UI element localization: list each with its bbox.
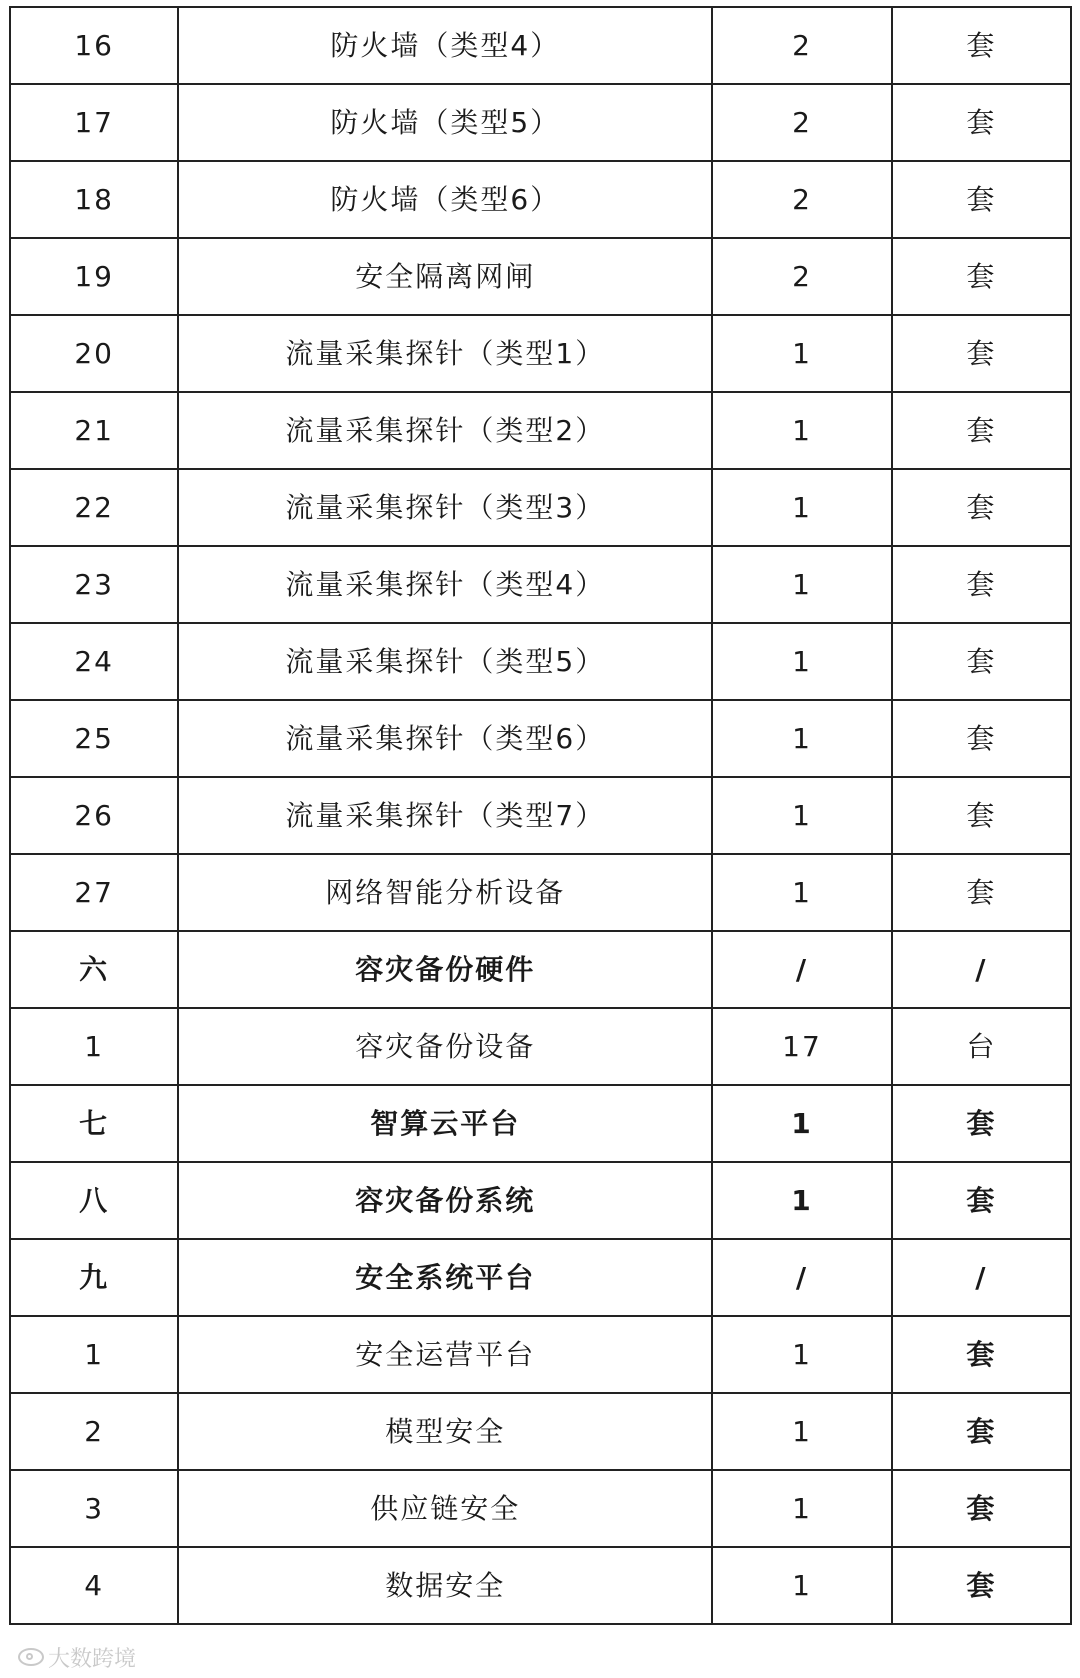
quantity-cell: 2 (712, 7, 891, 84)
unit-cell: 套 (892, 1547, 1071, 1624)
quantity-cell: 1 (712, 1547, 891, 1624)
item-name-cell: 供应链安全 (178, 1470, 712, 1547)
row-number-cell: 八 (10, 1162, 178, 1239)
table-row (10, 238, 1071, 315)
item-name-cell: 流量采集探针（类型3） (178, 469, 712, 546)
unit-cell: 套 (892, 854, 1071, 931)
unit-cell: 台 (892, 1008, 1071, 1085)
unit-cell: 套 (892, 1162, 1071, 1239)
item-name-cell: 模型安全 (178, 1393, 712, 1470)
table-row (10, 1316, 1071, 1393)
quantity-cell: 1 (712, 1162, 891, 1239)
item-name-cell: 防火墙（类型4） (178, 7, 712, 84)
quantity-cell: 1 (712, 315, 891, 392)
table-row (10, 469, 1071, 546)
unit-cell: 套 (892, 1085, 1071, 1162)
quantity-cell: 1 (712, 1085, 891, 1162)
quantity-cell: 1 (712, 700, 891, 777)
unit-cell: / (892, 1239, 1071, 1316)
section-header-row (10, 1162, 1071, 1239)
table-row (10, 84, 1071, 161)
table-row (10, 1008, 1071, 1085)
row-number-cell: 19 (10, 238, 178, 315)
item-name-cell: 网络智能分析设备 (178, 854, 712, 931)
unit-cell: 套 (892, 84, 1071, 161)
item-name-cell: 容灾备份设备 (178, 1008, 712, 1085)
table-row (10, 777, 1071, 854)
quantity-cell: 1 (712, 392, 891, 469)
quantity-cell: 1 (712, 854, 891, 931)
table-row (10, 1393, 1071, 1470)
row-number-cell: 1 (10, 1008, 178, 1085)
unit-cell: 套 (892, 238, 1071, 315)
quantity-cell: 2 (712, 161, 891, 238)
quantity-cell: 1 (712, 1316, 891, 1393)
row-number-cell: 17 (10, 84, 178, 161)
table-row (10, 161, 1071, 238)
table-row (10, 546, 1071, 623)
quantity-cell: 1 (712, 1393, 891, 1470)
weibo-logo-icon (18, 1648, 44, 1666)
unit-cell: 套 (892, 777, 1071, 854)
item-name-cell: 安全系统平台 (178, 1239, 712, 1316)
quantity-cell: 2 (712, 238, 891, 315)
row-number-cell: 六 (10, 931, 178, 1008)
table-row (10, 392, 1071, 469)
item-name-cell: 数据安全 (178, 1547, 712, 1624)
unit-cell: 套 (892, 7, 1071, 84)
item-name-cell: 流量采集探针（类型4） (178, 546, 712, 623)
unit-cell: 套 (892, 1316, 1071, 1393)
quantity-cell: / (712, 931, 891, 1008)
row-number-cell: 27 (10, 854, 178, 931)
table-row (10, 700, 1071, 777)
section-header-row (10, 1085, 1071, 1162)
unit-cell: 套 (892, 623, 1071, 700)
watermark (18, 1642, 136, 1672)
unit-cell: 套 (892, 315, 1071, 392)
row-number-cell: 16 (10, 7, 178, 84)
equipment-table-body (10, 7, 1071, 1624)
table-row (10, 1470, 1071, 1547)
row-number-cell: 20 (10, 315, 178, 392)
table-row (10, 7, 1071, 84)
row-number-cell: 3 (10, 1470, 178, 1547)
table-row (10, 1547, 1071, 1624)
unit-cell: 套 (892, 1393, 1071, 1470)
row-number-cell: 25 (10, 700, 178, 777)
quantity-cell: 1 (712, 546, 891, 623)
item-name-cell: 智算云平台 (178, 1085, 712, 1162)
section-header-row (10, 931, 1071, 1008)
unit-cell: 套 (892, 1470, 1071, 1547)
table-row (10, 854, 1071, 931)
row-number-cell: 4 (10, 1547, 178, 1624)
row-number-cell: 18 (10, 161, 178, 238)
item-name-cell: 流量采集探针（类型2） (178, 392, 712, 469)
unit-cell: 套 (892, 469, 1071, 546)
row-number-cell: 21 (10, 392, 178, 469)
row-number-cell: 1 (10, 1316, 178, 1393)
unit-cell: 套 (892, 546, 1071, 623)
watermark-text: 大数跨境 (48, 1646, 137, 1672)
quantity-cell: 1 (712, 777, 891, 854)
row-number-cell: 七 (10, 1085, 178, 1162)
quantity-cell: 1 (712, 1470, 891, 1547)
quantity-cell: / (712, 1239, 891, 1316)
item-name-cell: 流量采集探针（类型6） (178, 700, 712, 777)
row-number-cell: 23 (10, 546, 178, 623)
item-name-cell: 流量采集探针（类型7） (178, 777, 712, 854)
unit-cell: 套 (892, 392, 1071, 469)
item-name-cell: 容灾备份硬件 (178, 931, 712, 1008)
item-name-cell: 防火墙（类型5） (178, 84, 712, 161)
section-header-row (10, 1239, 1071, 1316)
item-name-cell: 容灾备份系统 (178, 1162, 712, 1239)
row-number-cell: 24 (10, 623, 178, 700)
quantity-cell: 1 (712, 469, 891, 546)
quantity-cell: 1 (712, 623, 891, 700)
equipment-table (9, 6, 1072, 1625)
row-number-cell: 2 (10, 1393, 178, 1470)
row-number-cell: 九 (10, 1239, 178, 1316)
table-row (10, 623, 1071, 700)
quantity-cell: 2 (712, 84, 891, 161)
item-name-cell: 流量采集探针（类型5） (178, 623, 712, 700)
quantity-cell: 17 (712, 1008, 891, 1085)
unit-cell: 套 (892, 161, 1071, 238)
item-name-cell: 安全运营平台 (178, 1316, 712, 1393)
row-number-cell: 26 (10, 777, 178, 854)
unit-cell: / (892, 931, 1071, 1008)
row-number-cell: 22 (10, 469, 178, 546)
item-name-cell: 流量采集探针（类型1） (178, 315, 712, 392)
item-name-cell: 防火墙（类型6） (178, 161, 712, 238)
item-name-cell: 安全隔离网闸 (178, 238, 712, 315)
unit-cell: 套 (892, 700, 1071, 777)
table-row (10, 315, 1071, 392)
